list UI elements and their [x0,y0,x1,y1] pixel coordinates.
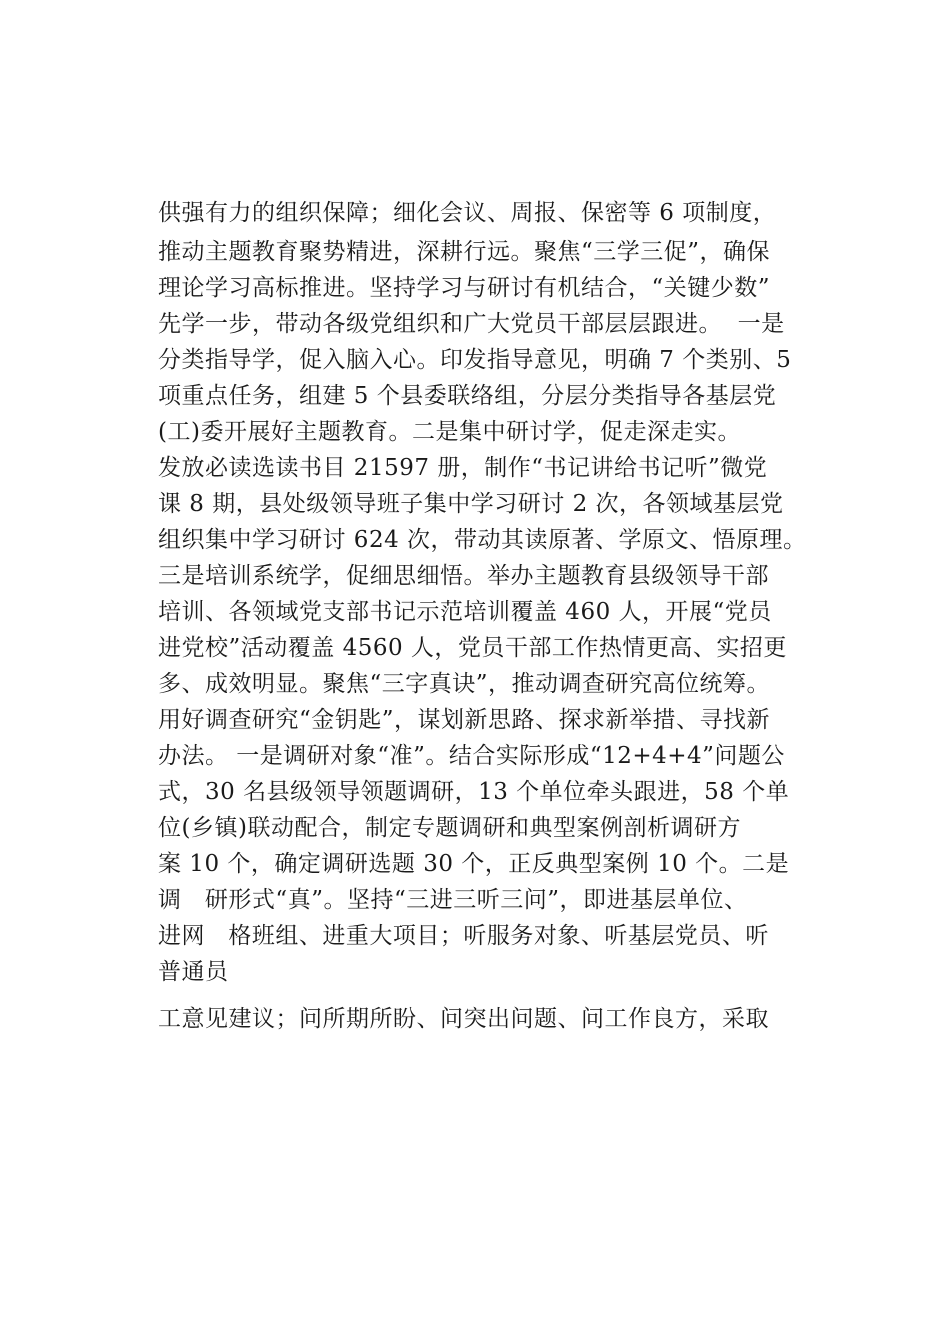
text-line: 三是培训系统学，促细思细悟。举办主题教育县级领导干部 [158,563,769,589]
text-line: 培训、各领域党支部书记示范培训覆盖 460 人，开展“党员 [158,599,772,625]
text-line: 发放必读选读书目 21597 册，制作“书记讲给书记听”微党 [158,455,768,481]
text-line: 式，30 名县级领导领题调研，13 个单位牵头跟进，58 个单 [158,779,790,805]
text-line: 位(乡镇)联动配合，制定专题调研和典型案例剖析调研方 [158,815,741,841]
text-line: 进网 格班组、进重大项目；听服务对象、听基层党员、听 [158,923,769,949]
text-line: 案 10 个，确定调研选题 30 个，正反典型案例 10 个。二是 [158,851,790,877]
text-line: 用好调查研究“金钥匙”，谋划新思路、探求新举措、寻找新 [158,707,771,733]
text-line: 项重点任务，组建 5 个县委联络组，分层分类指导各基层党 [158,383,777,409]
text-line: 多、成效明显。聚焦“三字真诀”，推动调查研究高位统筹。 [158,671,771,697]
text-line: (工)委开展好主题教育。二是集中研讨学，促走深走实。 [158,419,741,445]
text-line: 工意见建议；问所期所盼、问突出问题、问工作良方，采取 [158,1006,769,1032]
text-line: 推动主题教育聚势精进，深耕行远。聚焦“三学三促”，确保 [158,239,771,265]
text-line: 分类指导学，促入脑入心。印发指导意见，明确 7 个类别、5 [158,347,792,373]
text-line: 办法。 一是调研对象“准”。结合实际形成“12+4+4”问题公 [158,743,785,769]
text-line: 课 8 期，县处级领导班子集中学习研讨 2 次，各领域基层党 [158,491,784,517]
text-line: 先学一步，带动各级党组织和广大党员干部层层跟进。 一是 [158,311,785,337]
text-line: 理论学习高标推进。坚持学习与研讨有机结合，“关键少数” [158,275,771,301]
text-line: 供强有力的组织保障；细化会议、周报、保密等 6 项制度， [158,200,777,226]
text-line: 调 研形式“真”。坚持“三进三听三问”，即进基层单位、 [158,887,748,913]
text-line: 组织集中学习研讨 624 次，带动其读原著、学原文、悟原理。 [158,527,807,553]
text-line: 普通员 [158,959,229,985]
text-line: 进党校”活动覆盖 4560 人，党员干部工作热情更高、实招更 [158,635,787,661]
